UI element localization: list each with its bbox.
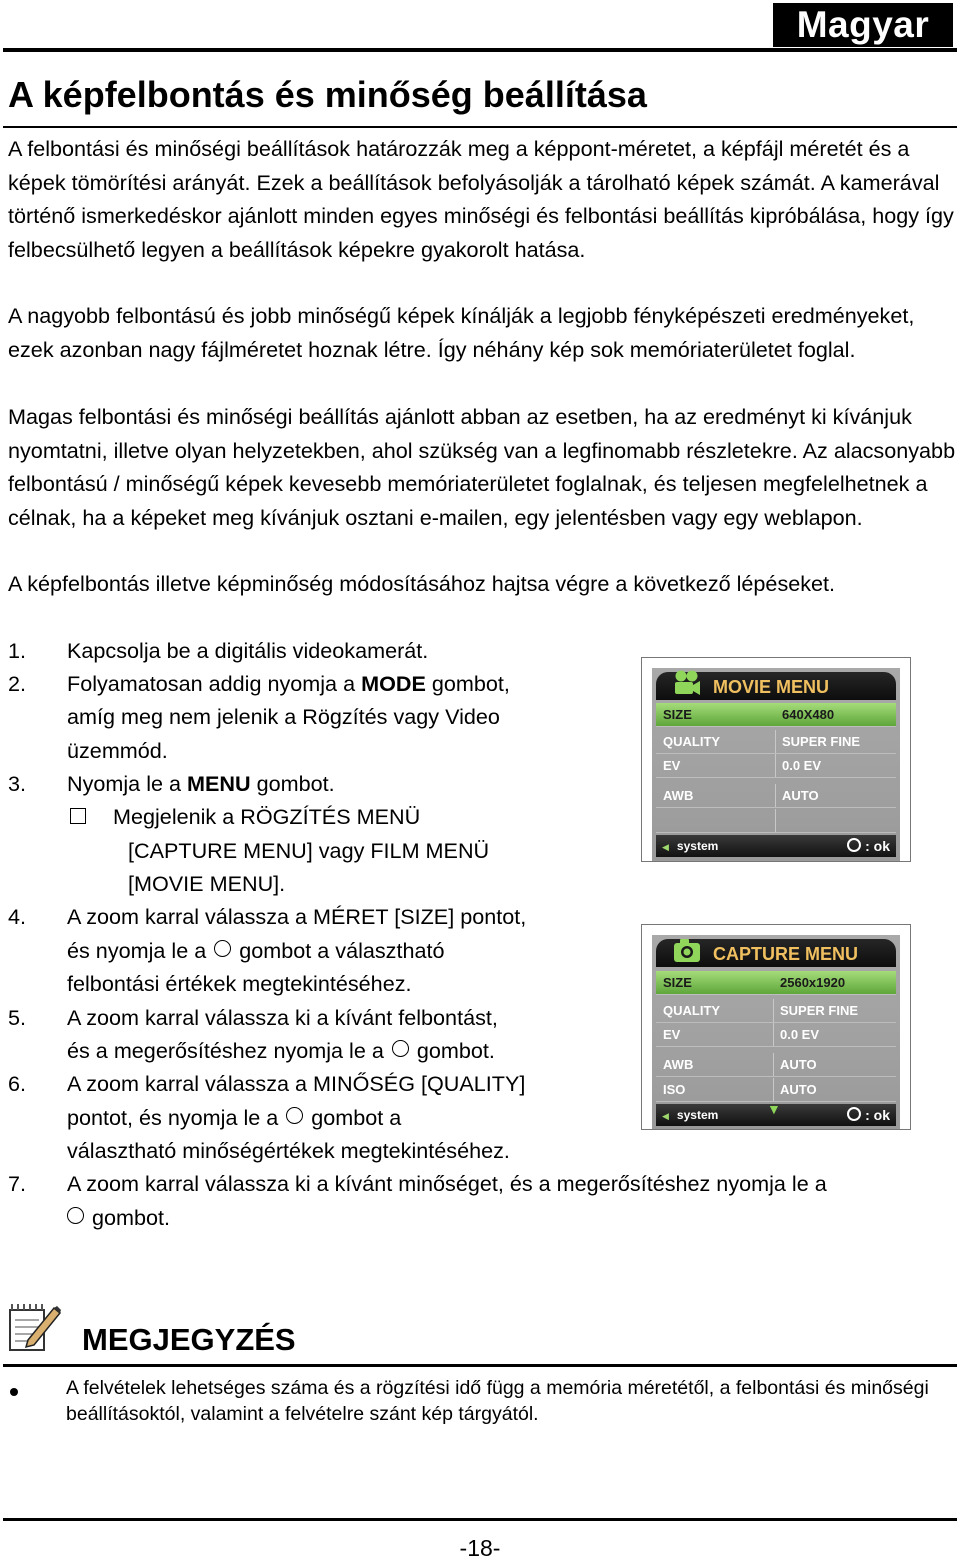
movie-menu-footer [656, 835, 896, 857]
capture-menu-screenshot [641, 924, 911, 1130]
ok-circle-icon [847, 838, 861, 852]
capture-menu-header [656, 939, 896, 967]
note-title: MEGJEGYZÉS [82, 1322, 296, 1357]
header-rule [3, 48, 957, 52]
step-text: és a megerősítéshez nyomja le a gombot. [67, 1038, 495, 1063]
language-tab: Magyar [773, 3, 953, 47]
menu-row-label: QUALITY [663, 1003, 721, 1018]
paragraph-intro: A felbontási és minőségi beállítások határozzák meg a képpont-méretet, a képfájl méretét és a képek tömörítési arányát. Ezek a beállítások befolyásolják a tárolható képek számát. A kamerával történő ismerkedéskor ajánlott minden egyes minőségi és felbontási beállítás kipróbálása, hogy így felbecsülhető legyen a beállítások képekre gyakorolt hatása. [8, 136, 954, 262]
capture-menu-panel [652, 935, 900, 1129]
menu-row-value: 640X480 [782, 707, 835, 722]
notepad-pencil-icon [6, 1300, 62, 1354]
menu-row-label: ISO [663, 1082, 686, 1097]
menu-row-value: AUTO [780, 1082, 817, 1097]
step-text: A zoom karral válassza a MINŐSÉG [QUALITY] [67, 1071, 526, 1096]
step-text: választható minőségértékek megtekintéséhez. [67, 1138, 510, 1163]
menu-row-value: AUTO [782, 788, 819, 803]
menu-row-iso[interactable] [656, 1078, 896, 1102]
note-rule [3, 1364, 957, 1367]
step-text: és nyomja le a gombot a választható [67, 938, 445, 963]
step-text: Megjelenik a RÖGZÍTÉS MENÜ [70, 800, 420, 834]
paragraph-recommendation: Magas felbontási és minőségi beállítás ajánlott abban az esetben, ha az eredményt ki kívánjuk nyomtatni, illetve olyan helyzetekben, ahol szükség van a legfinomabb részletekre. Az alacsonyabb felbontású / minőségű képek kevesebb memóriaterületet foglalnak, és teljesen megfelelhetnek a célnak, ha a képeket meg kívánjuk osztani e-mailen, egy jelentésben vagy egy weblapon. [8, 404, 956, 530]
menu-row-label: EV [663, 758, 681, 773]
menu-row-label: SIZE [663, 707, 692, 722]
step-text: amíg meg nem jelenik a Rögzítés vagy Video [67, 704, 500, 729]
paragraph-quality: A nagyobb felbontású és jobb minőségű képek kínálják a legjobb fényképészeti eredményeket, ezek azonban nagy fájlméretet hoznak létre. Így néhány kép sok memóriaterületet foglal. [8, 303, 915, 362]
step-number: 1. [8, 638, 27, 663]
system-hint: ◀ system [662, 839, 719, 853]
menu-row-quality[interactable] [656, 999, 896, 1023]
menu-key-label: MENU [187, 771, 251, 796]
movie-menu-screenshot [641, 657, 911, 862]
capture-menu-title: CAPTURE MENU [713, 944, 859, 964]
capture-menu-footer [656, 1101, 896, 1126]
menu-row-value: AUTO [780, 1057, 817, 1072]
menu-row-quality[interactable] [656, 730, 896, 754]
menu-row-size[interactable] [656, 703, 896, 727]
menu-row-value: SUPER FINE [782, 734, 861, 749]
menu-row-awb[interactable] [656, 784, 896, 808]
step-text: [MOVIE MENU]. [128, 871, 286, 896]
menu-row-label: AWB [663, 788, 694, 803]
scroll-down-arrow-icon: ▼ [767, 1101, 781, 1117]
ok-button-symbol-icon [214, 940, 231, 957]
menu-row-value: SUPER FINE [780, 1003, 859, 1018]
step-text: A zoom karral válassza ki a kívánt minőséget, és a megerősítéshez nyomja le a [67, 1171, 827, 1196]
menu-row-ev[interactable] [656, 754, 896, 778]
note-item: A felvételek lehetséges száma és a rögzítési idő függ a memória méretétől, a felbontási és minőségi beállításoktól, valamint a felvételre szánt kép tárgyától. [66, 1377, 929, 1425]
step-number: 6. [8, 1071, 27, 1096]
menu-row-awb[interactable] [656, 1053, 896, 1077]
checkbox-symbol-icon [70, 808, 86, 824]
paragraph-steps-intro: A képfelbontás illetve képminőség módosításához hajtsa végre a következő lépéseket. [8, 571, 836, 596]
ok-hint: : ok [847, 835, 890, 857]
page-title: A képfelbontás és minőség beállítása [8, 74, 647, 115]
menu-row-empty [656, 809, 896, 833]
step-number: 7. [8, 1171, 27, 1196]
ok-circle-icon [847, 1107, 861, 1121]
left-arrow-icon: ◀ [662, 842, 669, 852]
step-text: Kapcsolja be a digitális videokamerát. [67, 638, 429, 663]
menu-row-value: 2560x1920 [780, 975, 846, 990]
ok-hint: : ok [847, 1104, 890, 1126]
movie-menu-title: MOVIE MENU [713, 677, 830, 697]
footer-rule [3, 1518, 957, 1521]
movie-camera-icon [672, 669, 702, 697]
mode-key-label: MODE [361, 671, 426, 696]
menu-row-label: AWB [663, 1057, 694, 1072]
menu-row-value: 0.0 EV [782, 758, 822, 773]
ok-button-symbol-icon [286, 1107, 303, 1124]
step-text: pontot, és nyomja le a gombot a [67, 1105, 402, 1130]
title-rule [3, 126, 957, 128]
movie-menu-panel [652, 668, 900, 861]
menu-row-value: 0.0 EV [780, 1027, 820, 1042]
menu-row-size[interactable] [656, 971, 896, 995]
step-text: A zoom karral válassza a MÉRET [SIZE] pontot, [67, 904, 527, 929]
page-number: -18- [459, 1535, 501, 1561]
step-text: gombot. [67, 1201, 170, 1235]
step-text: Nyomja le a MENU gombot. [67, 771, 335, 796]
step-number: 5. [8, 1005, 27, 1030]
movie-menu-header [656, 672, 896, 700]
ok-button-symbol-icon [392, 1040, 409, 1057]
menu-row-label: EV [663, 1027, 681, 1042]
ok-button-symbol-icon [67, 1207, 84, 1224]
step-number: 4. [8, 904, 27, 929]
step-number: 3. [8, 771, 27, 796]
step-text: Folyamatosan addig nyomja a MODE gombot, [67, 671, 510, 696]
system-hint: ◀ system [662, 1108, 719, 1122]
menu-row-ev[interactable] [656, 1023, 896, 1047]
step-text: [CAPTURE MENU] vagy FILM MENÜ [128, 838, 490, 863]
camera-icon [672, 936, 702, 964]
menu-row-label: SIZE [663, 975, 692, 990]
step-text: A zoom karral válassza ki a kívánt felbontást, [67, 1005, 498, 1030]
step-number: 2. [8, 671, 27, 696]
step-text: üzemmód. [67, 738, 168, 763]
left-arrow-icon: ◀ [662, 1111, 669, 1121]
menu-row-label: QUALITY [663, 734, 721, 749]
bullet-icon [10, 1388, 18, 1396]
step-text: felbontási értékek megtekintéséhez. [67, 971, 412, 996]
